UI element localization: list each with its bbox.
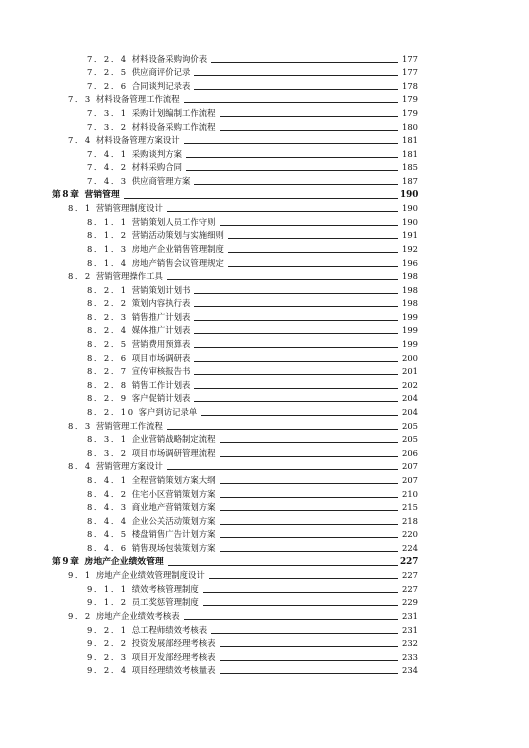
toc-entry-number: 8．4．4 bbox=[87, 515, 128, 526]
toc-entry-number: 9．2．3 bbox=[87, 651, 128, 662]
toc-page-number: 198 bbox=[402, 298, 418, 309]
toc-entry-number: 8．2 bbox=[68, 271, 92, 282]
toc-entry-number: 第8章 bbox=[52, 189, 81, 200]
toc-entry-title: 营销策划计划书 bbox=[131, 284, 191, 295]
toc-subsection-entry[interactable] bbox=[0, 392, 529, 406]
toc-entry-number: 7．4．3 bbox=[87, 175, 128, 186]
toc-entry-number: 9．2 bbox=[68, 610, 92, 621]
toc-page-number: 218 bbox=[402, 515, 418, 526]
toc-subsection-entry[interactable] bbox=[0, 433, 529, 447]
toc-page-number: 196 bbox=[402, 257, 418, 268]
toc-page-number: 177 bbox=[402, 67, 418, 78]
toc-entry-number: 9．1．2 bbox=[87, 597, 128, 608]
toc-leader-line bbox=[167, 279, 398, 280]
toc-entry-number: 8．2．2 bbox=[87, 298, 128, 309]
toc-entry-number: 8．2．10 bbox=[87, 407, 135, 418]
toc-subsection-entry[interactable] bbox=[0, 365, 529, 379]
toc-page-number: 180 bbox=[402, 121, 418, 132]
toc-entry-title: 材料设备管理工作流程 bbox=[95, 94, 180, 105]
toc-entry-title: 员工奖惩管理制度 bbox=[131, 597, 199, 608]
toc-page-number: 199 bbox=[402, 339, 418, 350]
toc-entry-number: 8．3．2 bbox=[87, 447, 128, 458]
toc-subsection-entry[interactable] bbox=[0, 351, 529, 365]
toc-subsection-entry[interactable] bbox=[0, 664, 529, 678]
toc-entry-title: 房地产企业绩效管理制度设计 bbox=[95, 570, 205, 581]
toc-entry-number: 9．2．4 bbox=[87, 665, 128, 676]
toc-leader-line bbox=[186, 170, 398, 171]
toc-subsection-entry[interactable] bbox=[0, 120, 529, 134]
toc-subsection-entry[interactable] bbox=[0, 637, 529, 651]
toc-page-number: 190 bbox=[400, 189, 419, 200]
toc-section-entry[interactable] bbox=[0, 419, 529, 433]
toc-leader-line bbox=[194, 306, 398, 307]
toc-entry-number: 8．1 bbox=[68, 203, 92, 214]
toc-page-number: 181 bbox=[402, 135, 418, 146]
toc-leader-line bbox=[220, 456, 399, 457]
toc-entry-number: 8．2．9 bbox=[87, 393, 128, 404]
toc-leader-line bbox=[220, 673, 399, 674]
toc-entry-title: 绩效考核管理制度 bbox=[131, 583, 199, 594]
toc-subsection-entry[interactable] bbox=[0, 623, 529, 637]
toc-entry-title: 楼盘销售广告计划方案 bbox=[131, 529, 216, 540]
toc-entry-number: 7．3 bbox=[68, 94, 92, 105]
toc-page-number: 206 bbox=[402, 447, 418, 458]
toc-page-number: 201 bbox=[402, 366, 418, 377]
toc-leader-line bbox=[220, 660, 399, 661]
toc-entry-number: 9．1 bbox=[68, 570, 92, 581]
toc-entry-number: 8．2．3 bbox=[87, 311, 128, 322]
toc-entry-title: 项目市场调研管理流程 bbox=[131, 447, 216, 458]
toc-leader-line bbox=[211, 633, 398, 634]
toc-entry-number: 8．1．1 bbox=[87, 216, 128, 227]
toc-leader-line bbox=[228, 266, 398, 267]
toc-page-number: 198 bbox=[402, 284, 418, 295]
toc-leader-line bbox=[201, 415, 398, 416]
toc-leader-line bbox=[167, 429, 398, 430]
toc-entry-title: 商业地产营销策划方案 bbox=[131, 502, 216, 513]
toc-leader-line bbox=[194, 333, 398, 334]
toc-leader-line bbox=[220, 524, 399, 525]
toc-entry-number: 7．4．2 bbox=[87, 162, 128, 173]
toc-entry-number: 8．1．2 bbox=[87, 230, 128, 241]
toc-entry-title: 采购谈判方案 bbox=[131, 148, 182, 159]
toc-subsection-entry[interactable] bbox=[0, 256, 529, 270]
toc-leader-line bbox=[220, 225, 399, 226]
toc-entry-number: 8．4．2 bbox=[87, 488, 128, 499]
toc-section-entry[interactable] bbox=[0, 93, 529, 107]
toc-leader-line bbox=[220, 510, 399, 511]
toc-page-number: 233 bbox=[402, 651, 418, 662]
toc-subsection-entry[interactable] bbox=[0, 310, 529, 324]
toc-leader-line bbox=[194, 401, 398, 402]
toc-subsection-entry[interactable] bbox=[0, 487, 529, 501]
toc-entry-number: 8．4．5 bbox=[87, 529, 128, 540]
toc-entry-number: 8．1．3 bbox=[87, 243, 128, 254]
toc-page-number: 220 bbox=[402, 529, 418, 540]
toc-entry-number: 7．2．4 bbox=[87, 53, 128, 64]
toc-entry-title: 客户促销计划表 bbox=[131, 393, 191, 404]
toc-subsection-entry[interactable] bbox=[0, 473, 529, 487]
toc-page-number: 232 bbox=[402, 638, 418, 649]
toc-subsection-entry[interactable] bbox=[0, 596, 529, 610]
toc-page-number: 200 bbox=[402, 352, 418, 363]
toc-subsection-entry[interactable] bbox=[0, 405, 529, 419]
toc-chapter-entry[interactable] bbox=[0, 188, 529, 202]
toc-leader-line bbox=[228, 252, 398, 253]
toc-page-number: 192 bbox=[402, 243, 418, 254]
toc-page-number: 199 bbox=[402, 311, 418, 322]
toc-entry-title: 企业营销战略制定流程 bbox=[131, 434, 216, 445]
toc-page-number: 210 bbox=[402, 488, 418, 499]
toc-entry-title: 营销管理方案设计 bbox=[95, 461, 163, 472]
toc-page-number: 205 bbox=[402, 434, 418, 445]
toc-entry-title: 营销管理制度设计 bbox=[95, 203, 163, 214]
toc-leader-line bbox=[203, 605, 398, 606]
toc-subsection-entry[interactable] bbox=[0, 650, 529, 664]
toc-page-number: 224 bbox=[402, 542, 418, 553]
toc-page-number: 229 bbox=[402, 597, 418, 608]
toc-entry-number: 8．4．3 bbox=[87, 502, 128, 513]
toc-leader-line bbox=[220, 497, 399, 498]
toc-entry-title: 项目市场调研表 bbox=[131, 352, 191, 363]
toc-entry-title: 营销管理操作工具 bbox=[95, 271, 163, 282]
toc-entry-title: 房地产企业绩效管理 bbox=[84, 556, 164, 567]
toc-leader-line bbox=[194, 89, 398, 90]
toc-leader-line bbox=[194, 293, 398, 294]
toc-entry-title: 合同谈判记录表 bbox=[131, 80, 191, 91]
toc-subsection-entry[interactable] bbox=[0, 215, 529, 229]
toc-section-entry[interactable] bbox=[0, 270, 529, 284]
toc-page-number: 179 bbox=[402, 107, 418, 118]
toc-entry-number: 8．2．4 bbox=[87, 325, 128, 336]
table-of-contents bbox=[0, 52, 529, 677]
toc-page-number: 227 bbox=[400, 556, 419, 567]
toc-subsection-entry[interactable] bbox=[0, 378, 529, 392]
toc-leader-line bbox=[220, 483, 399, 484]
toc-entry-title: 供应商评价记录 bbox=[131, 67, 191, 78]
toc-entry-title: 项目开发部经理考核表 bbox=[131, 651, 216, 662]
toc-page-number: 215 bbox=[402, 502, 418, 513]
toc-entry-number: 第9章 bbox=[52, 556, 81, 567]
toc-page-number: 191 bbox=[402, 230, 418, 241]
toc-entry-title: 销售推广计划表 bbox=[131, 311, 191, 322]
toc-entry-number: 8．2．5 bbox=[87, 339, 128, 350]
toc-entry-title: 营销策划人员工作守则 bbox=[131, 216, 216, 227]
toc-entry-title: 项目经理绩效考核量表 bbox=[131, 665, 216, 676]
toc-entry-title: 策划内容执行表 bbox=[131, 298, 191, 309]
toc-leader-line bbox=[184, 143, 398, 144]
toc-section-entry[interactable] bbox=[0, 460, 529, 474]
toc-page-number: 202 bbox=[402, 379, 418, 390]
toc-entry-title: 材料采购合同 bbox=[131, 162, 182, 173]
toc-page-number: 205 bbox=[402, 420, 418, 431]
toc-entry-title: 营销管理工作流程 bbox=[95, 420, 163, 431]
toc-leader-line bbox=[220, 116, 399, 117]
toc-chapter-entry[interactable] bbox=[0, 555, 529, 569]
toc-entry-title: 采购计划编制工作流程 bbox=[131, 107, 216, 118]
toc-entry-number: 7．2．6 bbox=[87, 80, 128, 91]
toc-page-number: 185 bbox=[402, 162, 418, 173]
toc-leader-line bbox=[124, 198, 398, 199]
toc-entry-number: 8．3 bbox=[68, 420, 92, 431]
toc-leader-line bbox=[220, 551, 399, 552]
toc-leader-line bbox=[220, 130, 399, 131]
toc-leader-line bbox=[168, 565, 398, 566]
toc-leader-line bbox=[220, 537, 399, 538]
toc-entry-title: 媒体推广计划表 bbox=[131, 325, 191, 336]
toc-subsection-entry[interactable] bbox=[0, 161, 529, 175]
toc-page-number: 179 bbox=[402, 94, 418, 105]
toc-subsection-entry[interactable] bbox=[0, 79, 529, 93]
toc-page-number: 181 bbox=[402, 148, 418, 159]
toc-leader-line bbox=[194, 75, 398, 76]
toc-entry-title: 销售工作计划表 bbox=[131, 379, 191, 390]
toc-subsection-entry[interactable] bbox=[0, 147, 529, 161]
toc-entry-number: 7．2．5 bbox=[87, 67, 128, 78]
toc-leader-line bbox=[209, 578, 398, 579]
toc-leader-line bbox=[203, 592, 398, 593]
toc-subsection-entry[interactable] bbox=[0, 337, 529, 351]
toc-entry-title: 投资发展部经理考核表 bbox=[131, 638, 216, 649]
toc-page-number: 231 bbox=[402, 624, 418, 635]
toc-subsection-entry[interactable] bbox=[0, 106, 529, 120]
toc-entry-title: 材料设备采购询价表 bbox=[131, 53, 208, 64]
toc-entry-number: 7．4 bbox=[68, 135, 92, 146]
toc-entry-title: 住宅小区营销策划方案 bbox=[131, 488, 216, 499]
toc-leader-line bbox=[220, 442, 399, 443]
toc-leader-line bbox=[228, 238, 398, 239]
toc-entry-title: 宣传审核报告书 bbox=[131, 366, 191, 377]
toc-entry-title: 供应商管理方案 bbox=[131, 175, 191, 186]
toc-entry-title: 营销活动策划与实施细则 bbox=[131, 230, 224, 241]
toc-entry-number: 9．2．2 bbox=[87, 638, 128, 649]
toc-leader-line bbox=[194, 347, 398, 348]
toc-page-number: 234 bbox=[402, 665, 418, 676]
toc-page-number: 227 bbox=[402, 570, 418, 581]
toc-subsection-entry[interactable] bbox=[0, 528, 529, 542]
toc-page-number: 178 bbox=[402, 80, 418, 91]
toc-leader-line bbox=[194, 388, 398, 389]
toc-entry-number: 8．2．6 bbox=[87, 352, 128, 363]
toc-section-entry[interactable] bbox=[0, 609, 529, 623]
toc-entry-number: 7．3．2 bbox=[87, 121, 128, 132]
toc-entry-title: 材料设备采购工作流程 bbox=[131, 121, 216, 132]
toc-subsection-entry[interactable] bbox=[0, 514, 529, 528]
toc-leader-line bbox=[194, 184, 398, 185]
toc-leader-line bbox=[194, 320, 398, 321]
toc-page-number: 199 bbox=[402, 325, 418, 336]
toc-leader-line bbox=[167, 211, 398, 212]
toc-subsection-entry[interactable] bbox=[0, 52, 529, 66]
toc-subsection-entry[interactable] bbox=[0, 446, 529, 460]
toc-entry-number: 8．4 bbox=[68, 461, 92, 472]
toc-entry-title: 营销费用预算表 bbox=[131, 339, 191, 350]
toc-entry-title: 房地产企业销售管理制度 bbox=[131, 243, 224, 254]
toc-page-number: 207 bbox=[402, 461, 418, 472]
toc-subsection-entry[interactable] bbox=[0, 174, 529, 188]
toc-leader-line bbox=[184, 102, 398, 103]
toc-section-entry[interactable] bbox=[0, 134, 529, 148]
toc-page-number: 204 bbox=[402, 393, 418, 404]
toc-page-number: 227 bbox=[402, 583, 418, 594]
toc-page-number: 204 bbox=[402, 407, 418, 418]
toc-entry-title: 房地产销售会议管理规定 bbox=[131, 257, 224, 268]
toc-subsection-entry[interactable] bbox=[0, 297, 529, 311]
toc-entry-number: 8．2．7 bbox=[87, 366, 128, 377]
toc-entry-number: 8．3．1 bbox=[87, 434, 128, 445]
toc-entry-title: 总工程师绩效考核表 bbox=[131, 624, 208, 635]
toc-leader-line bbox=[211, 62, 398, 63]
toc-section-entry[interactable] bbox=[0, 202, 529, 216]
toc-subsection-entry[interactable] bbox=[0, 283, 529, 297]
toc-page-number: 207 bbox=[402, 475, 418, 485]
toc-entry-number: 8．2．8 bbox=[87, 379, 128, 390]
toc-leader-line bbox=[186, 157, 398, 158]
toc-leader-line bbox=[184, 619, 398, 620]
toc-entry-title: 客户到访记录单 bbox=[138, 407, 198, 418]
toc-leader-line bbox=[194, 361, 398, 362]
toc-entry-number: 7．3．1 bbox=[87, 107, 128, 118]
toc-subsection-entry[interactable] bbox=[0, 229, 529, 243]
toc-leader-line bbox=[167, 469, 398, 470]
toc-subsection-entry[interactable] bbox=[0, 582, 529, 596]
toc-page-number: 190 bbox=[402, 216, 418, 227]
toc-entry-number: 9．1．1 bbox=[87, 583, 128, 594]
toc-page-number: 187 bbox=[402, 175, 418, 186]
toc-entry-title: 房地产企业绩效考核表 bbox=[95, 610, 180, 621]
toc-section-entry[interactable] bbox=[0, 569, 529, 583]
toc-entry-title: 销售现场包装策划方案 bbox=[131, 542, 216, 553]
toc-subsection-entry[interactable] bbox=[0, 242, 529, 256]
toc-subsection-entry[interactable] bbox=[0, 501, 529, 515]
toc-entry-number: 8．1．4 bbox=[87, 257, 128, 268]
toc-entry-title: 全程营销策划方案大纲 bbox=[131, 475, 216, 485]
toc-subsection-entry[interactable] bbox=[0, 66, 529, 80]
toc-page-number: 231 bbox=[402, 610, 418, 621]
toc-entry-title: 材料设备管理方案设计 bbox=[95, 135, 180, 146]
toc-entry-number: 8．4．6 bbox=[87, 542, 128, 553]
toc-page-number: 190 bbox=[402, 203, 418, 214]
toc-subsection-entry[interactable] bbox=[0, 541, 529, 555]
toc-leader-line bbox=[194, 374, 398, 375]
toc-entry-title: 企业公关活动策划方案 bbox=[131, 515, 216, 526]
toc-page-number: 177 bbox=[402, 53, 418, 64]
toc-entry-number: 7．4．1 bbox=[87, 148, 128, 159]
toc-entry-number: 9．2．1 bbox=[87, 624, 128, 635]
toc-entry-number: 8．4．1 bbox=[87, 475, 128, 485]
toc-entry-number: 8．2．1 bbox=[87, 284, 128, 295]
toc-page-number: 198 bbox=[402, 271, 418, 282]
toc-subsection-entry[interactable] bbox=[0, 324, 529, 338]
toc-leader-line bbox=[220, 646, 399, 647]
toc-entry-title: 营销管理 bbox=[84, 189, 120, 200]
